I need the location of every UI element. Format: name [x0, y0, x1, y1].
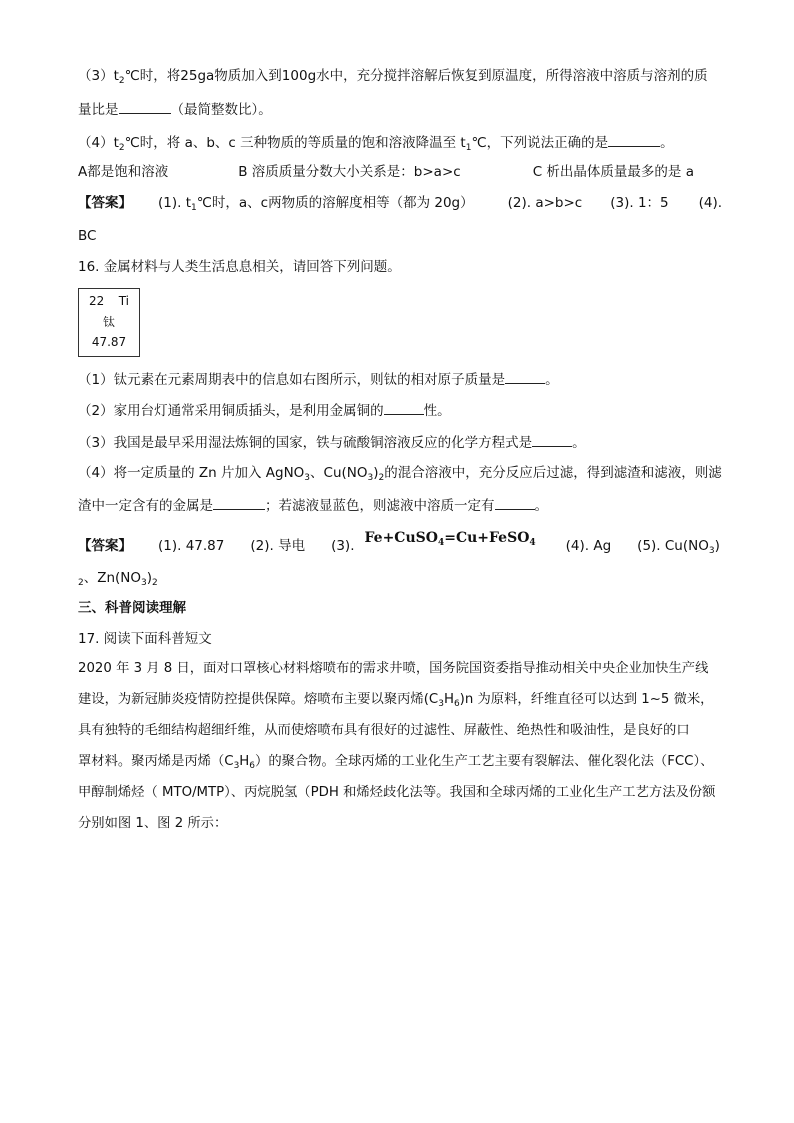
- q17-title: 17. 阅读下面科普短文: [78, 631, 212, 647]
- q15-answer-cont: BC: [78, 228, 97, 244]
- article-line: 分别如图 1、图 2 所示：: [78, 816, 228, 831]
- article-line: 具有独特的毛细结构超细纤维，从而使熔喷布具有很好的过滤性、屏蔽性、绝热性和吸油性，是良好的口: [78, 723, 690, 738]
- atomic-number: 22: [89, 294, 105, 308]
- section-heading: 三、科普阅读理解: [78, 600, 186, 616]
- chemical-equation: Fe+CuSO$_4$=Cu+FeSO$_4$: [364, 530, 536, 548]
- article-line: 罩材料。聚丙烯是丙烯$(C_3H_6)$的聚合物。全球丙烯的工业化生产工艺主要有裂解法、催化裂化法（FCC）、: [78, 754, 714, 771]
- q16-part3: （3）我国是最早采用湿法炼铜的国家，铁与硫酸铜溶液反应的化学方程式是 。: [78, 432, 586, 453]
- answer-blank: [532, 432, 572, 447]
- option-c: C 析出晶体质量最多的是 a: [532, 164, 694, 180]
- article-line: 甲醇制烯烃（ MTO/MTP）、丙烷脱氢（PDH 和烯烃歧化法等。我国和全球丙烯的工业化生产工艺方法及份额: [78, 785, 716, 800]
- periodic-table-tile: [78, 288, 140, 357]
- q16-answer: 【答案】 (1). 47.87 (2). 导电 (3). Fe+CuSO$_4$=Cu+FeSO$_4$ (4). Ag (5). $Cu(NO_3)$: [78, 530, 720, 556]
- q16-part2: （2）家用台灯通常采用铜质插头，是利用金属铜的 性。: [78, 400, 451, 421]
- answer-blank: [495, 495, 535, 510]
- element-symbol: Ti: [118, 294, 129, 308]
- q15-part3-line1: $(3)t_2℃$时，将25ga物质加入到100g水中，充分搅拌溶解后恢复到原温度，所得溶液中溶质与溶剂的质: [78, 68, 708, 86]
- answer-blank: [505, 369, 545, 384]
- answer-blank: [213, 495, 265, 510]
- element-name: 钛: [102, 315, 115, 329]
- answer-blank: [608, 132, 660, 147]
- q16-part4-line2: 渣中一定含有的金属是 ；若滤液显蓝色，则滤液中溶质一定有 。: [78, 495, 548, 516]
- q15-part3-line2: 量比是 （最简整数比）。: [78, 99, 272, 120]
- q15-part4: $(4)t_2℃$时，将 a、b、c 三种物质的等质量的饱和溶液降温至 $t_1℃$，下列说法正确的是 。: [78, 132, 674, 158]
- option-b: B 溶质质量分数大小关系是：b>a>c: [238, 164, 461, 180]
- article-line: 2020 年 3 月 8 日，面对口罩核心材料熔喷布的需求井喷，国务院国资委指导推动相关中央企业加快生产线: [78, 661, 709, 676]
- answer-label: 【答案】: [78, 195, 132, 211]
- q16-part1: （1）钛元素在元素周期表中的信息如右图所示，则钛的相对原子质量是 。: [78, 369, 559, 390]
- atomic-mass: 47.87: [91, 335, 127, 349]
- q15-options: [78, 162, 694, 182]
- answer-blank: [119, 99, 171, 114]
- q16-title: 16. 金属材料与人类生活息息相关，请回答下列问题。: [78, 259, 401, 275]
- q16-answer-cont: $_2$、$Zn(NO_3)_2$: [78, 570, 158, 588]
- answer-label: 【答案】: [78, 538, 132, 554]
- answer-blank: [384, 400, 424, 415]
- article-line: 建设，为新冠肺炎疫情防控提供保障。熔喷布主要以聚丙烯$(C_3H_6)n$ 为原料，纤维直径可以达到 1~5 微米，: [78, 692, 714, 709]
- q16-part4-line1: （4）将一定质量的 Zn 片加入 AgNO$_3$、$Cu(NO_3)_2$的混合溶液中，充分反应后过滤，得到滤渣和滤液，则滤: [78, 465, 722, 483]
- q15-answer: 【答案】 (1). $t_1℃$时，a、c两物质的溶解度相等（都为 20g） (2). a>b>c (3). 1：5 (4).: [78, 195, 723, 213]
- option-a: A都是饱和溶液: [78, 164, 169, 180]
